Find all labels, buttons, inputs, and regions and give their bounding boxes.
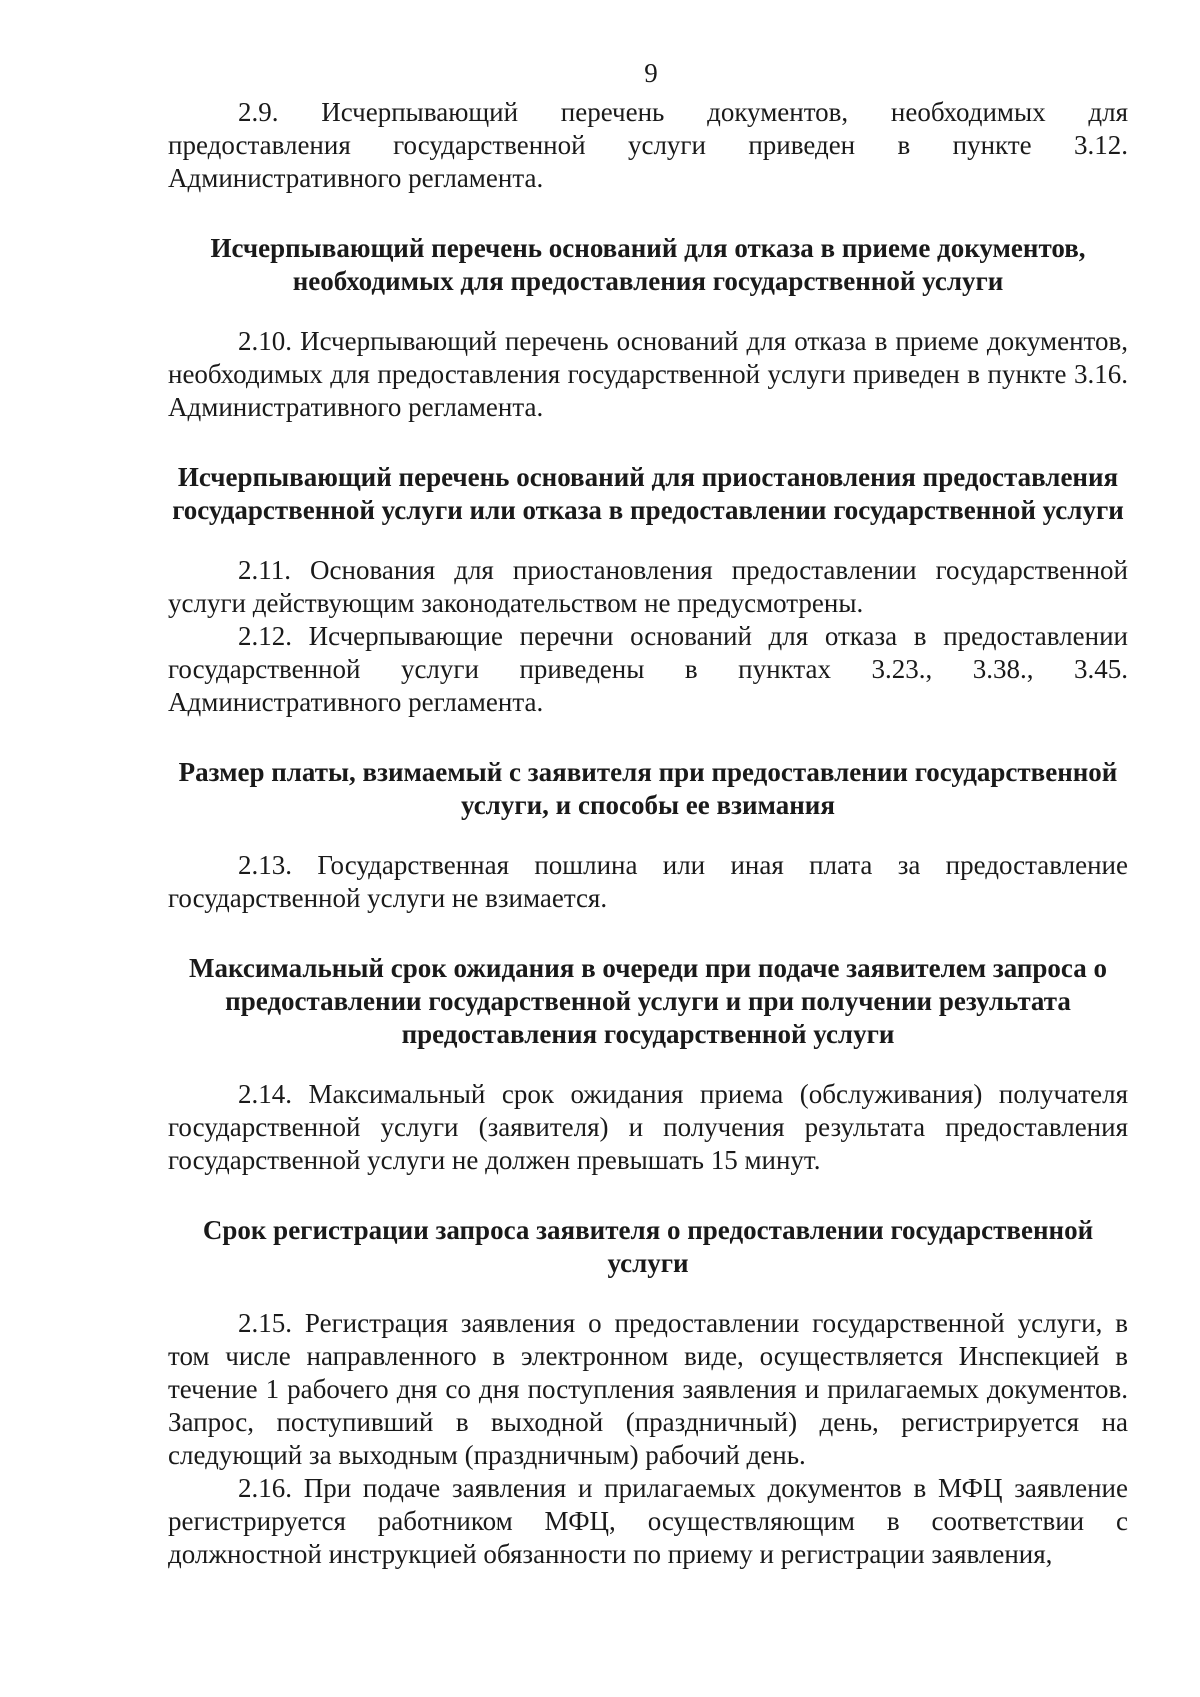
section-heading-fee: Размер платы, взимаемый с заявителя при предоставлении государственной услуги, и способы ее взимания: [178, 757, 1118, 820]
section-heading-refusal-acceptance: Исчерпывающий перечень оснований для отказа в приеме документов, необходимых для предоставления государственной услуги: [210, 233, 1086, 296]
section-heading-registration-term: Срок регистрации запроса заявителя о предоставлении государственной услуги: [202, 1215, 1094, 1278]
page-number: 9: [644, 58, 658, 88]
paragraph-2-9: 2.9. Исчерпывающий перечень документов, необходимых для предоставления государственной услуги приведен в пункте 3.12. Административного регламента.: [168, 97, 1128, 193]
section-heading-suspension-refusal: Исчерпывающий перечень оснований для приостановления предоставления государственной услуги или отказа в предоставлении государственной услуги: [172, 462, 1124, 525]
document-page: [168, 58, 1128, 1571]
paragraph-2-16: 2.16. При подаче заявления и прилагаемых документов в МФЦ заявление регистрируется работником МФЦ, осуществляющим в соответствии с должностной инструкцией обязанности по приему и регистрации заявления,: [168, 1473, 1128, 1569]
paragraph-2-15: 2.15. Регистрация заявления о предоставлении государственной услуги, в том числе направленного в электронном виде, осуществляется Инспекцией в течение 1 рабочего дня со дня поступления заявления и прилагаемых документов. Запрос, поступивший в выходной (праздничный) день, регистрируется на следующий за выходным (праздничным) рабочий день.: [168, 1308, 1128, 1470]
paragraph-2-11: 2.11. Основания для приостановления предоставлении государственной услуги действующим законодательством не предусмотрены.: [168, 555, 1128, 618]
paragraph-2-10: 2.10. Исчерпывающий перечень оснований для отказа в приеме документов, необходимых для предоставления государственной услуги приведен в пункте 3.16. Административного регламента.: [168, 326, 1128, 422]
paragraph-2-13: 2.13. Государственная пошлина или иная плата за предоставление государственной услуги не взимается.: [168, 850, 1128, 913]
paragraph-2-12: 2.12. Исчерпывающие перечни оснований для отказа в предоставлении государственной услуги приведены в пунктах 3.23., 3.38., 3.45. Административного регламента.: [168, 621, 1128, 717]
paragraph-2-14: 2.14. Максимальный срок ожидания приема (обслуживания) получателя государственной услуги (заявителя) и получения результата предоставления государственной услуги не должен превышать 15 минут.: [168, 1079, 1128, 1175]
section-heading-waiting-time: Максимальный срок ожидания в очереди при подаче заявителем запроса о предоставлении государственной услуги и при получении результата предоставления государственной услуги: [188, 953, 1107, 1049]
